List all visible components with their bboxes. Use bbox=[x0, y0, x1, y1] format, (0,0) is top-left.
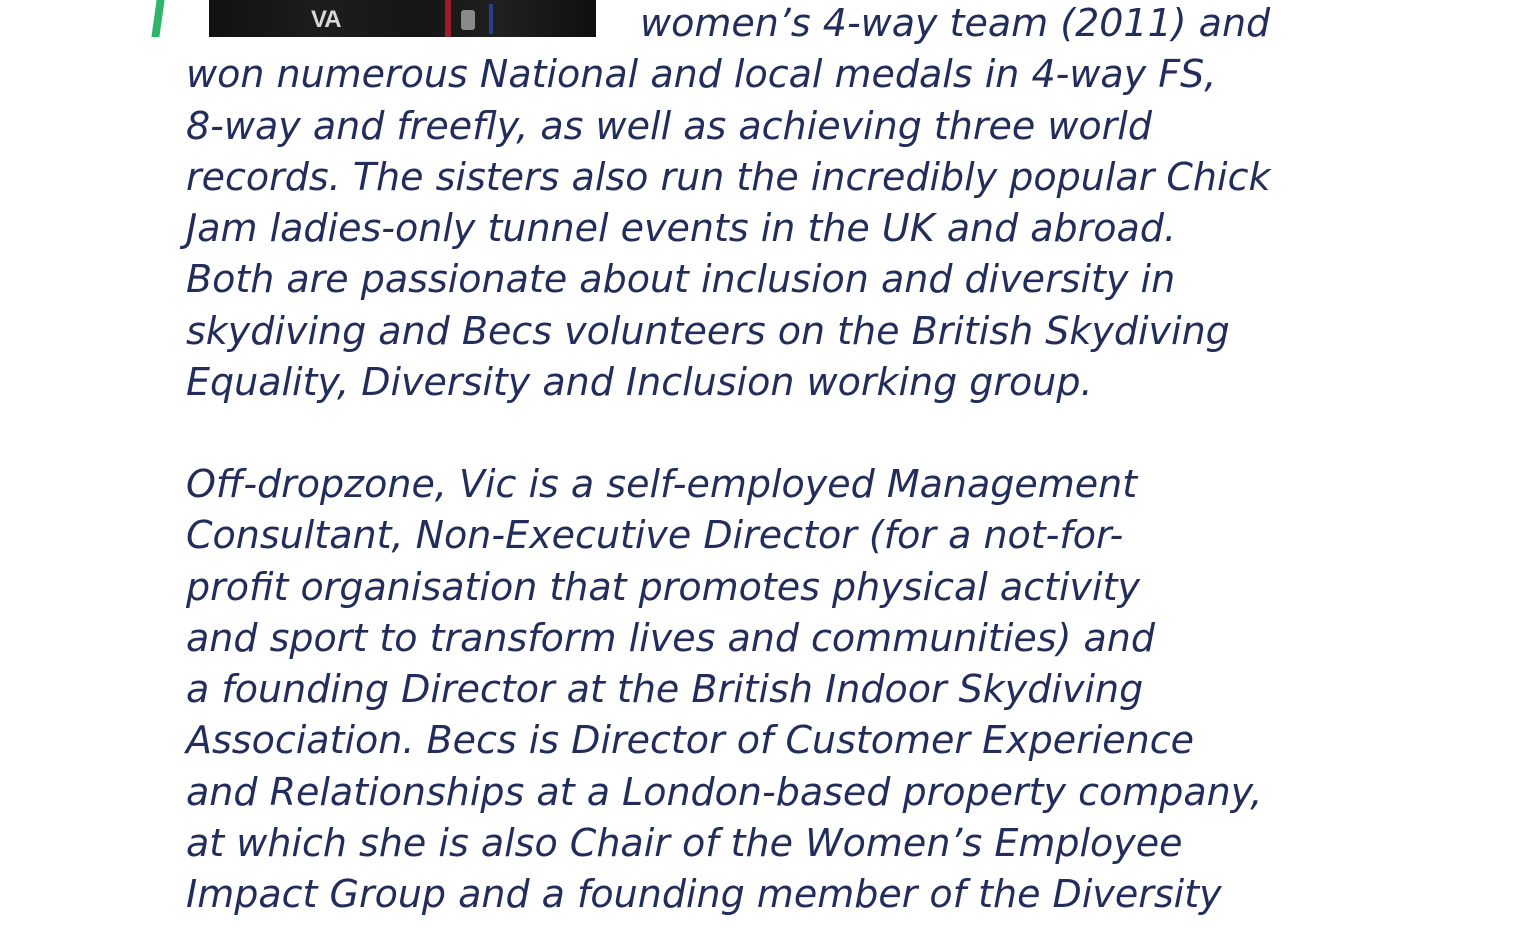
bio-line: and Relationships at a London-based property company, bbox=[186, 769, 1263, 814]
bio-line: Jam ladies-only tunnel events in the UK and abroad. bbox=[186, 206, 1177, 251]
bio-line: Off-dropzone, Vic is a self-employed Management bbox=[186, 462, 1138, 506]
bio-line: a founding Director at the British Indoor Skydiving bbox=[186, 667, 1144, 712]
bio-line: skydiving and Becs volunteers on the British Skydiving bbox=[186, 308, 1230, 353]
bio-line: Impact Group and a founding member of the Diversity bbox=[186, 872, 1222, 917]
bio-line: Association. Becs is Director of Customer Experience bbox=[186, 718, 1195, 763]
bio-line: at which she is also Chair of the Women’s Employee bbox=[186, 821, 1183, 866]
bio-line: and sport to transform lives and communities) and bbox=[186, 615, 1155, 660]
bio-line: won numerous National and local medals in 4-way FS, bbox=[186, 52, 1217, 97]
bio-line: Both are passionate about inclusion and diversity in bbox=[186, 257, 1176, 302]
bio-paragraph-2 bbox=[186, 459, 1366, 921]
bio-line: records. The sisters also run the incredibly popular Chick bbox=[186, 154, 1271, 199]
bio-line: Consultant, Non-Executive Director (for a not-for- bbox=[186, 513, 1124, 558]
bio-line: Equality, Diversity and Inclusion working group. bbox=[186, 360, 1093, 405]
bio-line: 8-way and freefly, as well as achieving three world bbox=[186, 103, 1152, 148]
accent-bar bbox=[151, 0, 164, 37]
bio-line: profit organisation that promotes physical activity bbox=[186, 564, 1140, 609]
bio-line: women’s 4-way team (2011) and bbox=[640, 1, 1271, 45]
bio-paragraph-1 bbox=[186, 0, 1366, 408]
photo-logo-text: VA bbox=[311, 6, 341, 33]
